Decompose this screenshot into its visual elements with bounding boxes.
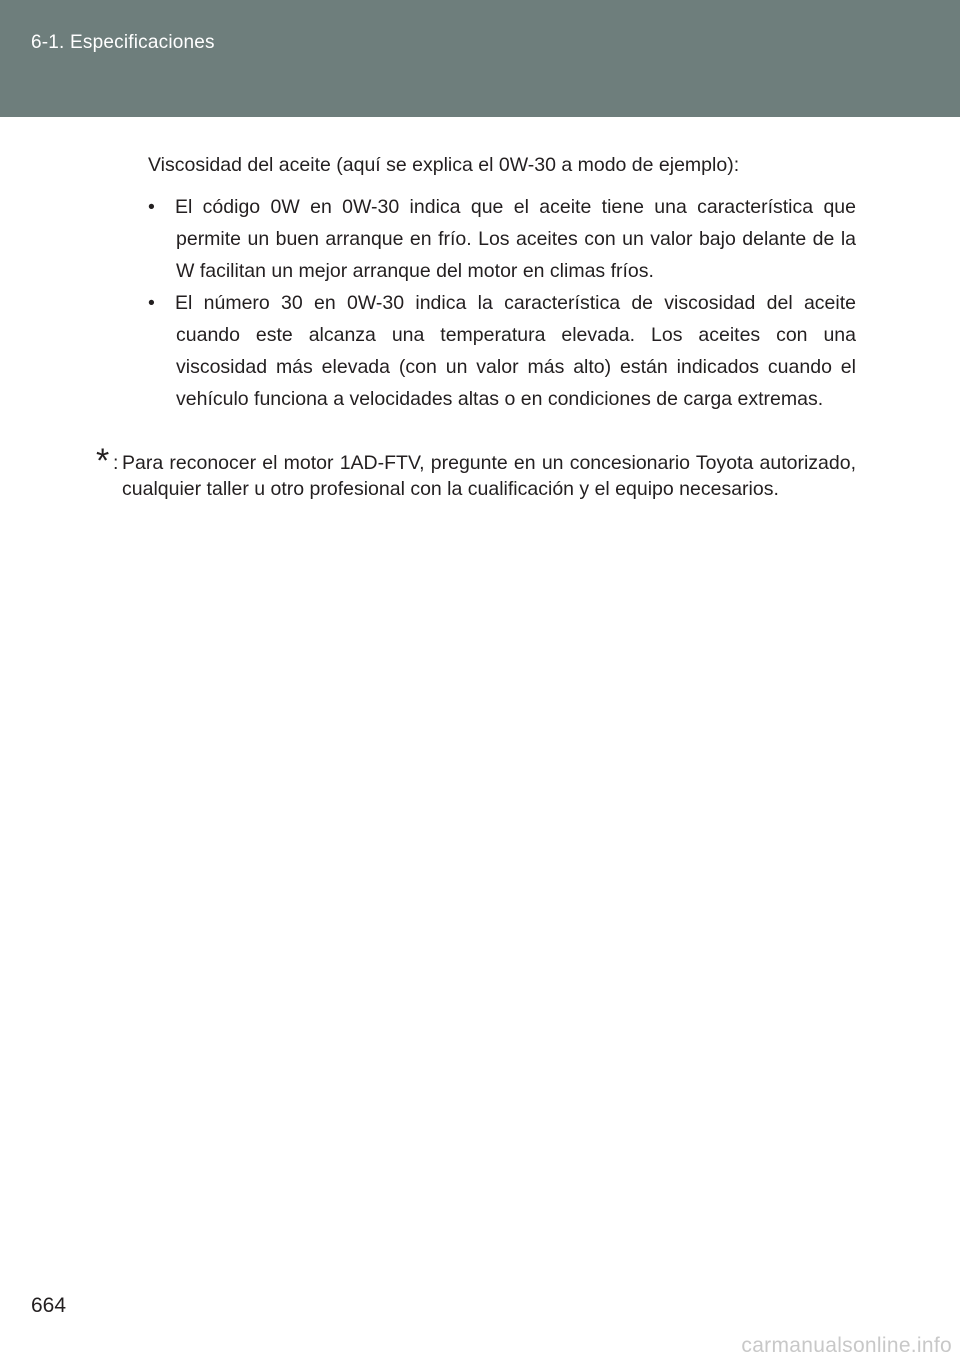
- footnote-text: Para reconocer el motor 1AD-FTV, pregunte en un concesionario Toyota autorizado, cualquier taller u otro profesional con la cualificación y el equipo necesarios.: [122, 452, 856, 500]
- watermark: carmanualsonline.info: [741, 1334, 952, 1357]
- intro-paragraph: Viscosidad del aceite (aquí se explica el 0W-30 a modo de ejemplo):: [148, 154, 740, 176]
- bullet-marker: •: [148, 292, 155, 314]
- list-item: [148, 287, 856, 415]
- list-item: [148, 191, 856, 287]
- bullet-text: El código 0W en 0W-30 indica que el aceite tiene una característica que permite un buen arranque en frío. Los aceites con un valor bajo delante de la W facilitan un mejor arranque del motor en climas fríos.: [175, 196, 856, 282]
- footnote-asterisk: *: [96, 442, 110, 480]
- bullet-marker: •: [148, 196, 155, 218]
- footnote-colon: :: [113, 452, 119, 474]
- bullet-text: El número 30 en 0W-30 indica la característica de viscosidad del aceite cuando este alcanza una temperatura elevada. Los aceites con una viscosidad más elevada (con un valor más alto) están indicados cuando el vehículo funciona a velocidades altas o en condiciones de carga extremas.: [175, 292, 856, 410]
- section-title: 6-1. Especificaciones: [31, 32, 215, 53]
- footnote: [96, 442, 856, 502]
- header-bar: [0, 0, 960, 117]
- page-number: 664: [31, 1294, 67, 1317]
